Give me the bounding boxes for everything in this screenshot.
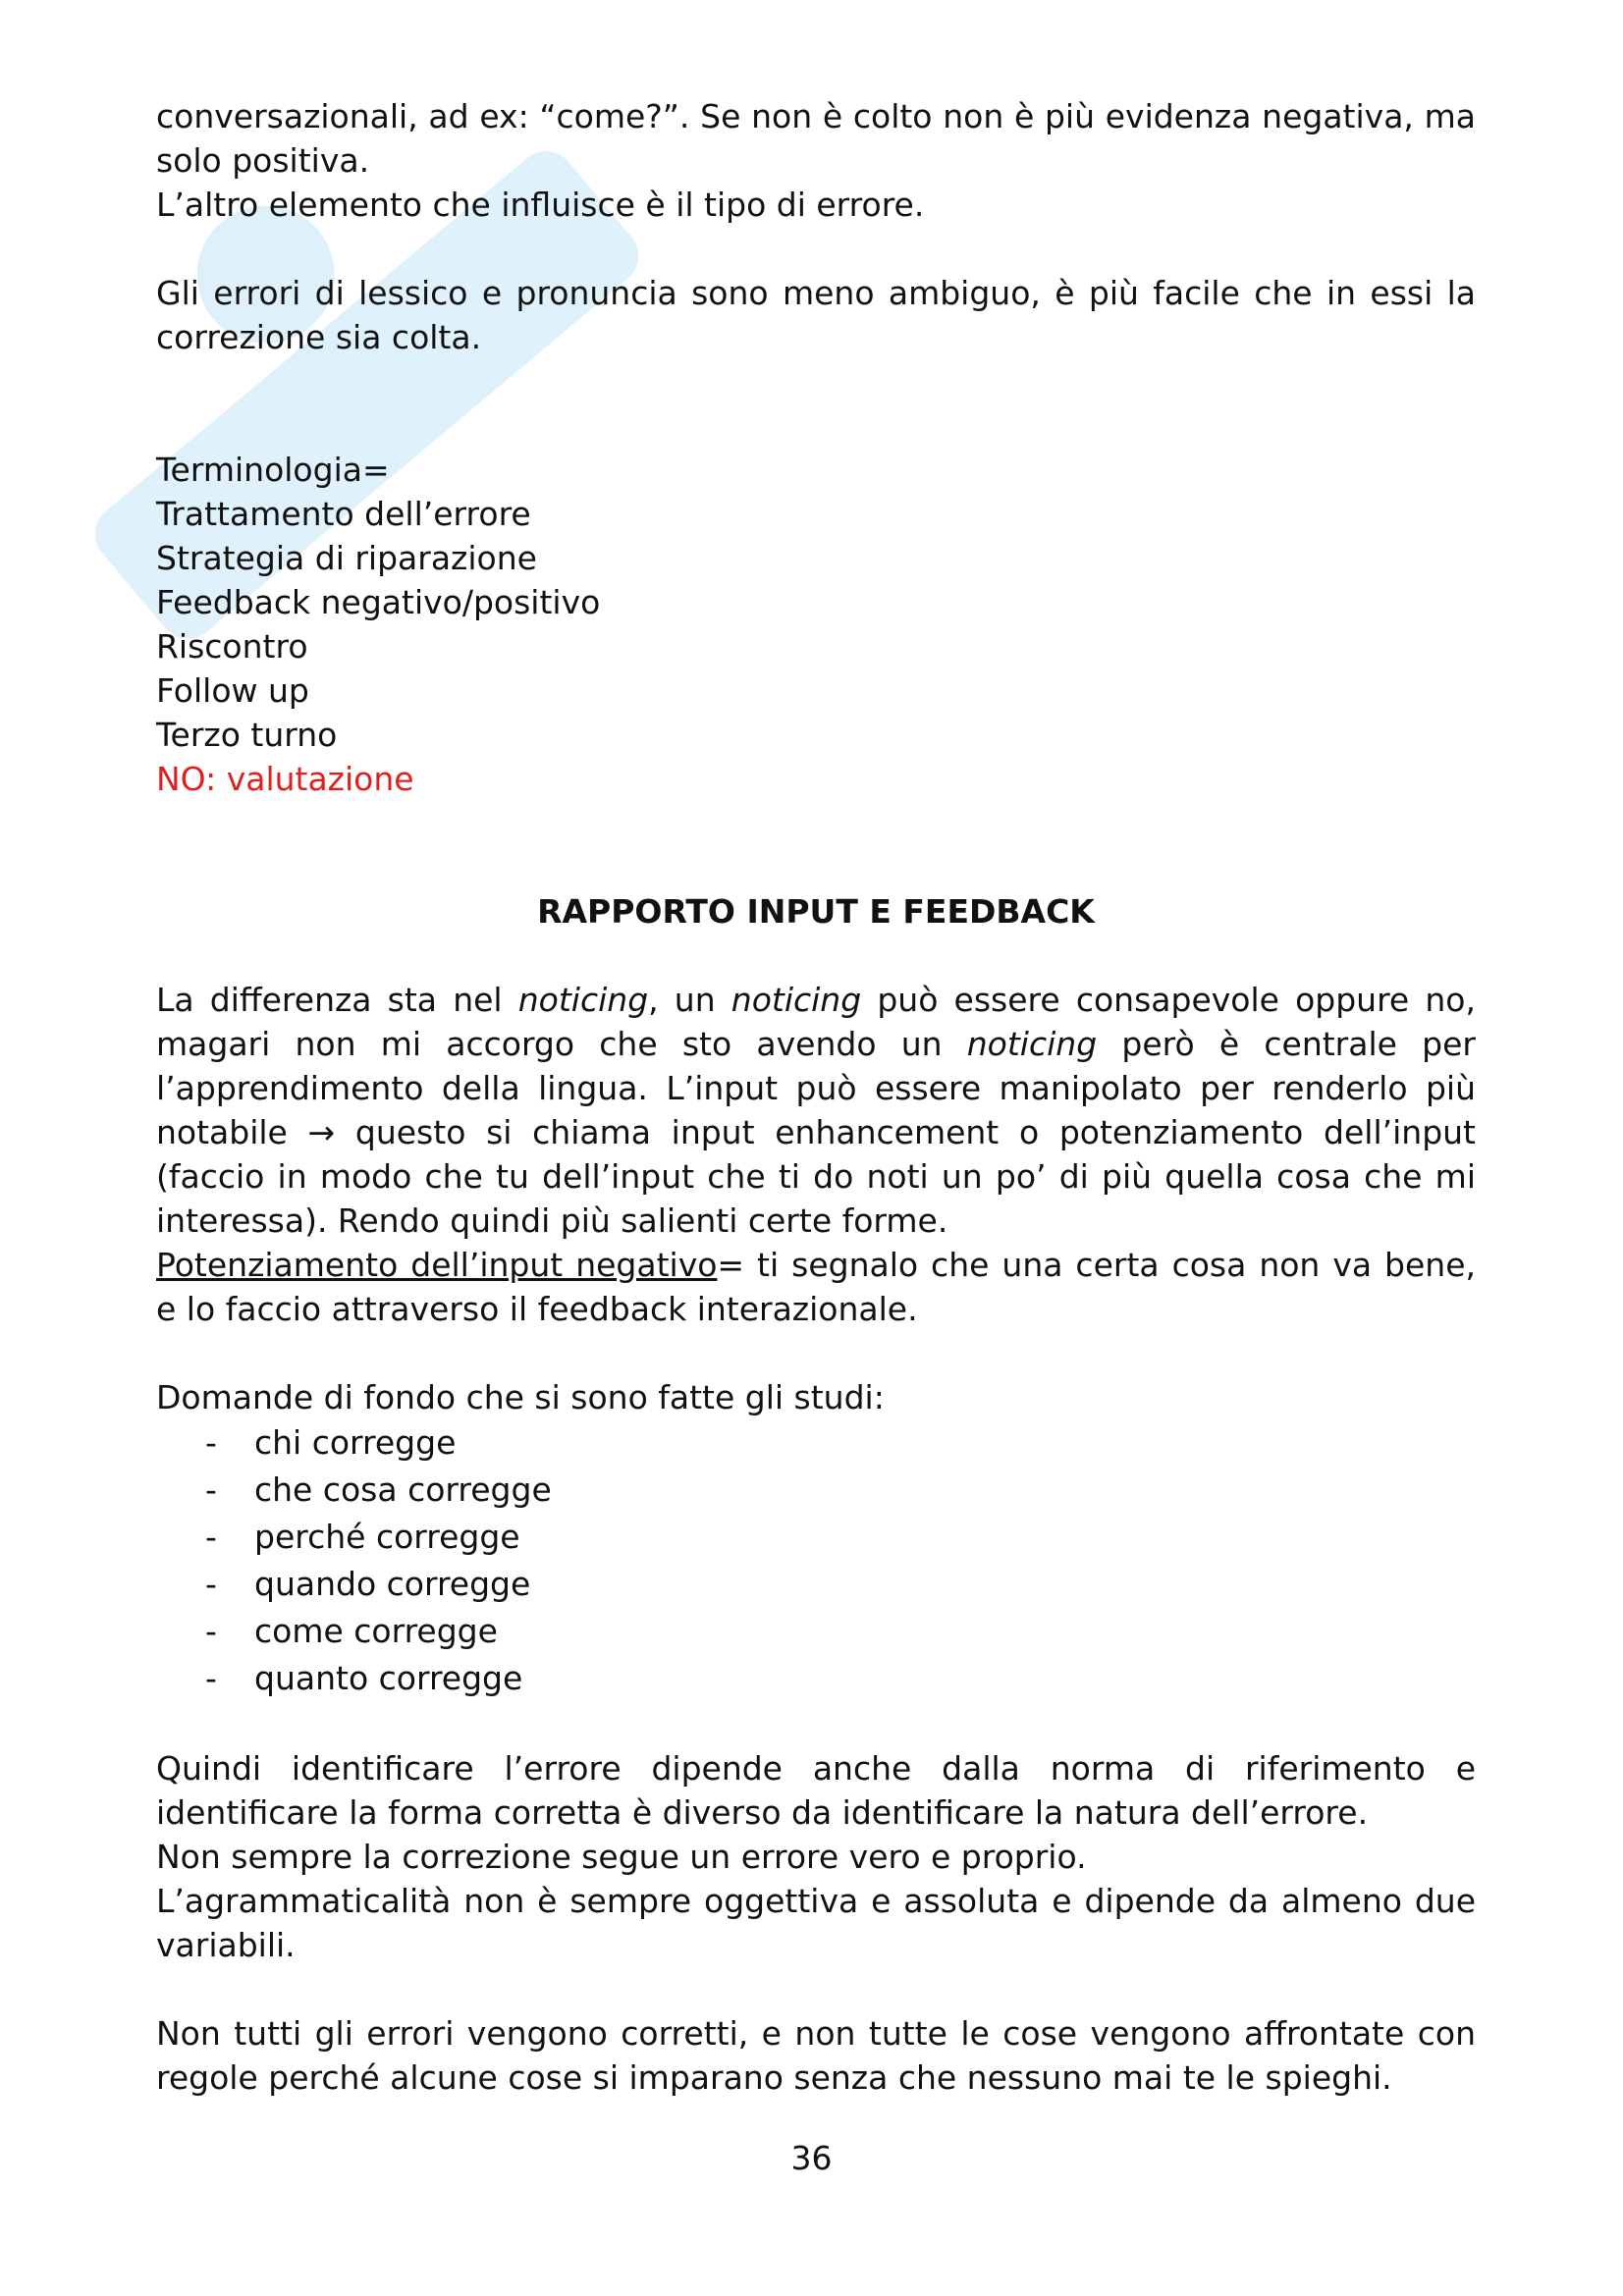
terminology-item: Riscontro bbox=[156, 627, 308, 666]
paragraph-intro-1: conversazionali, ad ex: “come?”. Se non è colto non è più evidenza negativa, ma solo positiva. bbox=[156, 97, 1476, 180]
underlined-term: Potenziamento dell’input negativo bbox=[156, 1246, 718, 1284]
terminology-exclusion: NO: valutazione bbox=[156, 760, 414, 798]
terminology-item: Strategia di riparazione bbox=[156, 539, 537, 577]
paragraph-intro-2: L’altro elemento che influisce è il tipo di errore. bbox=[156, 186, 925, 224]
list-item: - quando corregge bbox=[205, 1565, 531, 1603]
list-item: - perché corregge bbox=[205, 1518, 520, 1556]
paragraph-norm: Quindi identificare l’errore dipende anche dalla norma di riferimento e identificare la forma corretta è diverso da identificare la natura dell’errore. bbox=[156, 1749, 1476, 1832]
section-heading: RAPPORTO INPUT E FEEDBACK bbox=[537, 892, 1095, 931]
terminology-block bbox=[156, 448, 1476, 801]
list-item: - chi corregge bbox=[205, 1423, 457, 1462]
list-item: - come corregge bbox=[205, 1612, 498, 1650]
paragraph-correction: Non sempre la correzione segue un errore vero e proprio. bbox=[156, 1838, 1087, 1876]
paragraph-errors: Non tutti gli errori vengono corretti, e non tutte le cose vengono affrontate con regole perché alcune cose si imparano senza che nessuno mai te le spieghi. bbox=[156, 2014, 1476, 2097]
paragraph-agrammaticality: L’agrammaticalità non è sempre oggettiva e assoluta e dipende da almeno due variabili. bbox=[156, 1882, 1476, 1964]
questions-intro: Domande di fondo che si sono fatte gli studi: bbox=[156, 1378, 885, 1416]
list-item: - quanto corregge bbox=[205, 1659, 523, 1697]
paragraph-intro-3: Gli errori di lessico e pronuncia sono meno ambiguo, è più facile che in essi la correzione sia colta. bbox=[156, 274, 1476, 356]
list-item: - che cosa corregge bbox=[205, 1470, 552, 1509]
terminology-title: Terminologia= bbox=[156, 451, 390, 489]
questions-list bbox=[156, 1419, 1476, 1702]
terminology-item: Trattamento dell’errore bbox=[156, 495, 531, 533]
paragraph-noticing: La differenza sta nel noticing, un noticing può essere consapevole oppure no, magari non mi accorgo che sto avendo un noticing però è centrale per l’apprendimento della lingua. L’input può essere manipolato per renderlo più notabile → questo si chiama input enhancement o potenziamento dell’input (faccio in modo che tu dell’input che ti do noti un po’ di più quella cosa che mi interessa). Rendo quindi più salienti certe forme. bbox=[156, 981, 1476, 1240]
terminology-item: Feedback negativo/positivo bbox=[156, 583, 601, 621]
page-number: 36 bbox=[790, 2139, 833, 2177]
paragraph-negative-enhancement: Potenziamento dell’input negativo= ti segnalo che una certa cosa non va bene, e lo faccio attraverso il feedback interazionale. bbox=[156, 1246, 1477, 1328]
page-content bbox=[156, 94, 1476, 2100]
terminology-item: Follow up bbox=[156, 671, 309, 710]
terminology-item: Terzo turno bbox=[156, 716, 338, 754]
